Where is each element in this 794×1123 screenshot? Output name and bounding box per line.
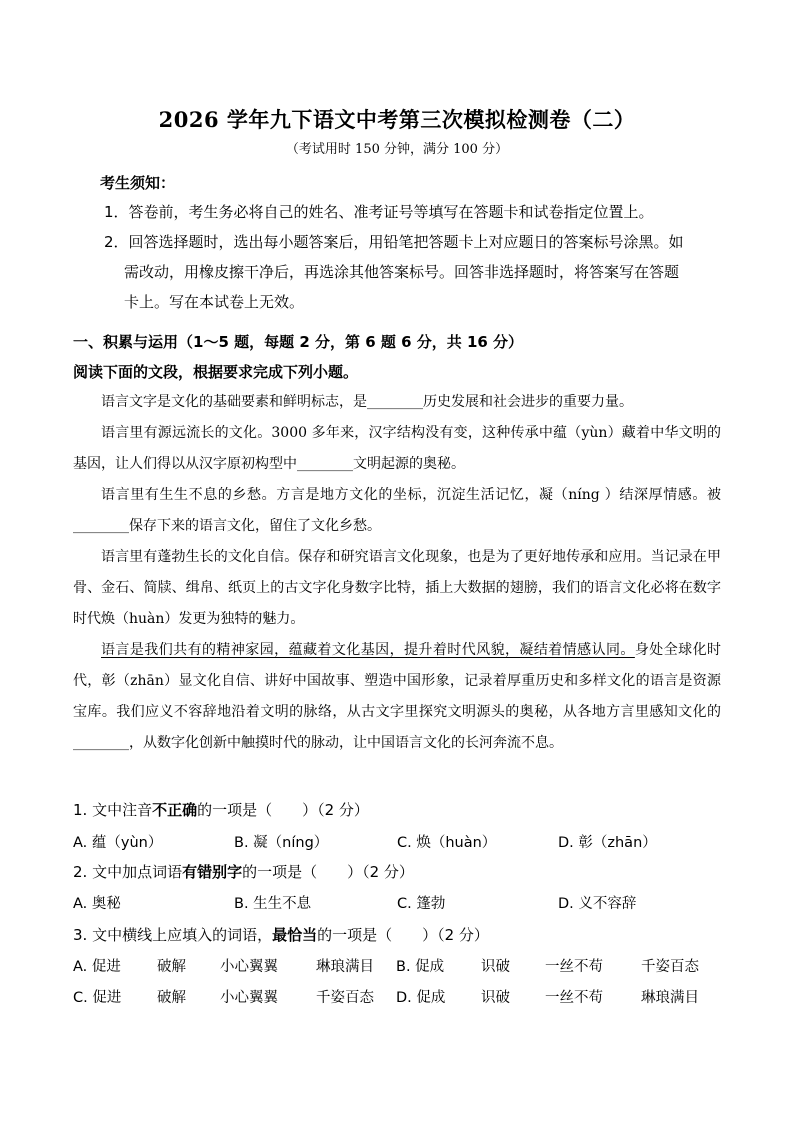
underlined-sentence: 语言是我们共有的精神家园，蕴藏着文化基因，提升着时代风貌，凝结着情感认同。 (101, 642, 635, 658)
question-2-option-b: B. 生生不息 (234, 896, 312, 912)
question-3-option-b: B. 促成 (396, 959, 445, 975)
question-3-stem: 3. 文中横线上应填入的词语，最恰当的一项是（ ）（2 分） (73, 926, 489, 944)
option-a-word-2: 破解 (157, 959, 186, 975)
paragraph-5-text: 身处全球化时代，彰（zhān）显文化自信、讲好中国故事、塑造中国形象，记录着厚重历史和多样文化的语言是资源宝库。我们应义不容辞地沿着文明的脉络，从古文字里探究文明源头的奥秘，从各地方言里感知文化的________，从数字化创新中触摸时代的脉动，让中国语言文化的长河奔流不息。 (73, 642, 722, 751)
option-b-word-3: 一丝不苟 (545, 959, 603, 975)
question-3-option-d: D. 促成 (396, 990, 446, 1006)
option-d-word-2: 识破 (481, 990, 510, 1006)
option-c-word-2: 破解 (157, 990, 186, 1006)
option-a-word-4: 琳琅满目 (316, 959, 374, 975)
question-2-stem: 2. 文中加点词语有错别字的一项是（ ）（2 分） (73, 863, 414, 881)
question-2-option-a: A. 奥秘 (73, 896, 121, 912)
option-b-word-4: 千姿百态 (641, 959, 699, 975)
question-1-option-c: C. 焕（huàn） (397, 835, 497, 851)
passage-paragraph-3: 语言里有生生不息的乡愁。方言是地方文化的坐标，沉淀生活记忆，凝（níng ）结深厚情感。被________保存下来的语言文化，留住了文化乡愁。 (73, 487, 721, 534)
question-2-option-c: C. 篷勃 (397, 896, 446, 912)
question-1-stem: 1. 文中注音不正确的一项是（ ）（2 分） (73, 801, 369, 819)
option-a-word-3: 小心翼翼 (220, 959, 278, 975)
question-1-option-b: B. 凝（níng） (234, 835, 329, 851)
question-3-option-a: A. 促进 (73, 959, 121, 975)
section-heading: 一、积累与运用（1～5 题，每题 2 分，第 6 题 6 分，共 16 分） (73, 333, 524, 351)
question-1-option-d: D. 彰（zhān） (558, 835, 657, 851)
question-1-option-a: A. 蕴（yùn） (73, 835, 163, 851)
notice-heading: 考生须知： (100, 174, 176, 192)
notice-item-2-cont: 需改动，用橡皮擦干净后，再选涂其他答案标号。回答非选择题时，将答案写在答题 (124, 263, 680, 281)
option-b-word-2: 识破 (481, 959, 510, 975)
notice-item-2: 2．回答选择题时，选出每小题答案后，用铅笔把答题卡上对应题日的答案标号涂黑。如 (104, 233, 684, 251)
passage-paragraph-1: 语言文字是文化的基础要素和鲜明标志，是________历史发展和社会进步的重要力量。 (101, 394, 633, 410)
question-3-option-c: C. 促进 (73, 990, 122, 1006)
notice-item-2-end: 卡上。写在本试卷上无效。 (124, 293, 305, 311)
option-d-word-4: 琳琅满目 (641, 990, 699, 1006)
page-title: 2026 学年九下语文中考第三次模拟检测卷（二） (158, 107, 636, 132)
question-2-option-d: D. 义不容辞 (558, 896, 637, 912)
passage-paragraph-5 (73, 635, 721, 759)
option-c-word-3: 小心翼翼 (220, 990, 278, 1006)
exam-duration-note: （考试用时 150 分钟，满分 100 分） (285, 142, 509, 157)
option-d-word-3: 一丝不苟 (545, 990, 603, 1006)
passage-paragraph-2: 语言里有源远流长的文化。3000 多年来，汉字结构没有变，这种传承中蕴（yùn）藏着中华文明的基因，让人们得以从汉字原初构型中________文明起源的奥秘。 (73, 425, 721, 472)
option-c-word-4: 千姿百态 (316, 990, 374, 1006)
notice-item-1: 1．答卷前，考生务必将自己的姓名、准考证号等填写在答题卡和试卷指定位置上。 (104, 203, 654, 221)
section-instruction: 阅读下面的文段，根据要求完成下列小题。 (73, 363, 359, 381)
passage-paragraph-4: 语言里有蓬勃生长的文化自信。保存和研究语言文化现象，也是为了更好地传承和应用。当记录在甲骨、金石、简牍、缉帛、纸页上的古文字化身数字比特，插上大数据的翅膀，我们的语言文化必将在数字时代焕（huàn）发更为独特的魅力。 (73, 549, 721, 627)
